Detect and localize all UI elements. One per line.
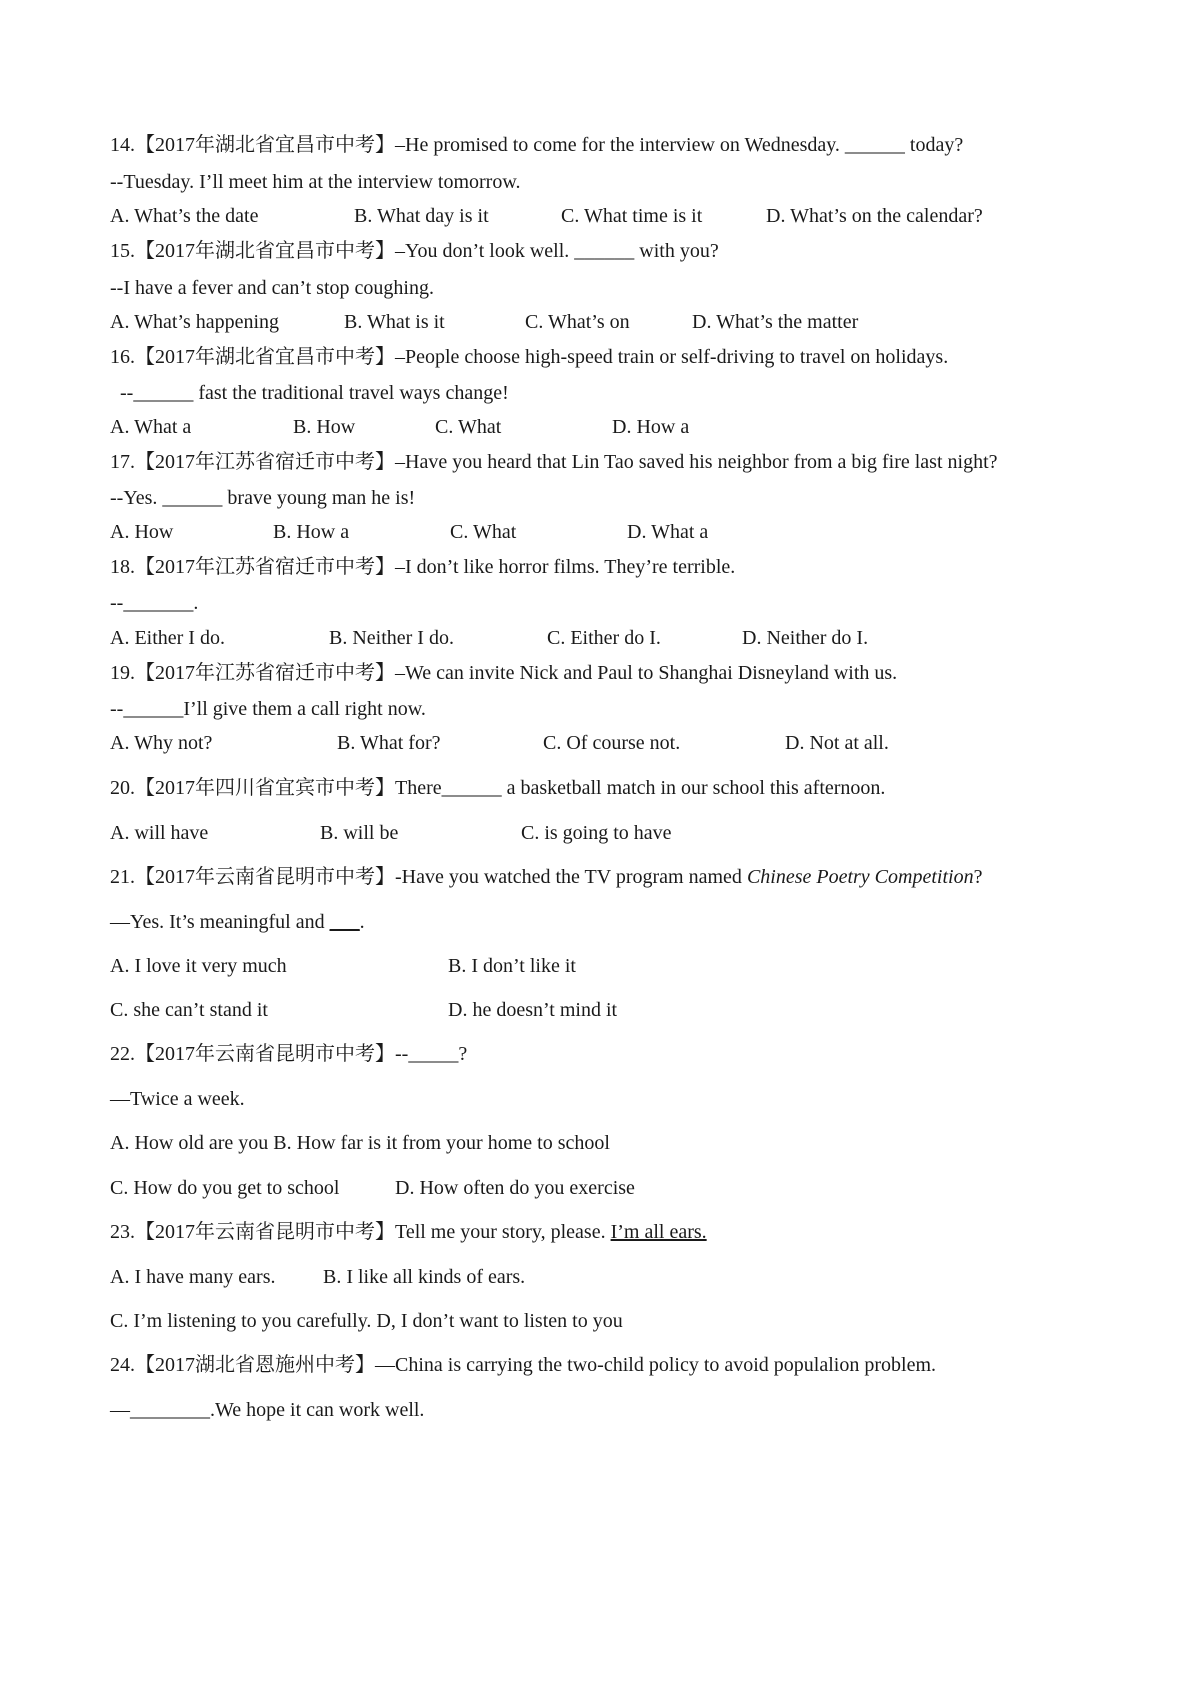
option-c: C. is going to have	[521, 822, 672, 844]
question-15: 15.【2017年湖北省宜昌市中考】–You don’t look well. ______ with you?	[110, 240, 719, 262]
question-20: 20.【2017年四川省宜宾市中考】There______ a basketball match in our school this afternoon.	[110, 777, 886, 799]
program-title: Chinese Poetry Competition	[746, 866, 974, 888]
reply-22: —Twice a week.	[110, 1088, 245, 1110]
question-24: 24.【2017湖北省恩施州中考】—China is carrying the two-child policy to avoid populalion problem.	[110, 1354, 937, 1376]
option-a: A. What’s happening	[110, 311, 280, 333]
question-16: 16.【2017年湖北省宜昌市中考】–People choose high-speed train or self-driving to travel on holidays.	[110, 346, 949, 368]
options-22-row1: A. How old are you B. How far is it from your home to school	[110, 1132, 610, 1154]
options-22-row2	[110, 1176, 1110, 1200]
option-d: D. What’s the matter	[692, 311, 859, 333]
option-d: D. How often do you exercise	[395, 1177, 635, 1199]
option-b: B. How	[293, 416, 356, 438]
options-20	[110, 821, 1110, 845]
options-14	[110, 204, 1110, 228]
question-14: 14.【2017年湖北省宜昌市中考】–He promised to come for the interview on Wednesday. ______ today?	[110, 134, 964, 156]
question-17: 17.【2017年江苏省宿迁市中考】–Have you heard that Lin Tao saved his neighbor from a big fire last night?	[110, 451, 998, 473]
reply-21	[110, 910, 365, 934]
reply-16: --______ fast the traditional travel ways change!	[120, 382, 509, 404]
options-23-row1	[110, 1265, 1110, 1289]
option-a: A. Either I do.	[110, 627, 225, 649]
question-23	[110, 1220, 707, 1244]
question-19: 19.【2017年江苏省宿迁市中考】–We can invite Nick and Paul to Shanghai Disneyland with us.	[110, 662, 898, 684]
option-a: A. How	[110, 521, 174, 543]
underlined-phrase: I’m all ears.	[610, 1221, 707, 1243]
option-c: C. How do you get to school	[110, 1177, 340, 1199]
option-a: A. will have	[110, 822, 209, 844]
option-d: D. How a	[612, 416, 690, 438]
options-18	[110, 626, 1110, 650]
option-a: A. What a	[110, 416, 192, 438]
option-c: C. What	[435, 416, 502, 438]
option-b: B. How a	[273, 521, 350, 543]
reply-21-end: .	[359, 911, 365, 933]
reply-14: --Tuesday. I’ll meet him at the interview tomorrow.	[110, 171, 521, 193]
option-b: B. What is it	[344, 311, 445, 333]
option-c: C. Either do I.	[547, 627, 661, 649]
reply-21-text: —Yes. It’s meaningful and	[110, 911, 330, 933]
reply-18: --_______.	[110, 592, 199, 614]
option-b: B. What for?	[337, 732, 441, 754]
option-d: D. What’s on the calendar?	[766, 205, 983, 227]
options-23-row2: C. I’m listening to you carefully. D, I don’t want to listen to you	[110, 1310, 623, 1332]
question-21-text: 21.【2017年云南省昆明市中考】-Have you watched the TV program named	[110, 866, 747, 888]
option-b: B. I like all kinds of ears.	[323, 1266, 526, 1288]
options-15	[110, 310, 1110, 334]
options-21-row1	[110, 954, 1110, 978]
question-21	[110, 865, 982, 889]
option-a: A. What’s the date	[110, 205, 259, 227]
option-c: C. she can’t stand it	[110, 999, 268, 1021]
options-17	[110, 520, 1110, 544]
option-c: C. Of course not.	[543, 732, 681, 754]
option-a: A. I have many ears.	[110, 1266, 276, 1288]
options-21-row2	[110, 998, 1110, 1022]
question-21-end: ?	[973, 866, 983, 888]
reply-19: --______I’ll give them a call right now.	[110, 698, 426, 720]
reply-24: —________.We hope it can work well.	[110, 1399, 425, 1421]
option-c: C. What’s on	[525, 311, 630, 333]
question-23-text: 23.【2017年云南省昆明市中考】Tell me your story, please.	[110, 1221, 611, 1243]
option-b: B. I don’t like it	[448, 955, 576, 977]
question-18: 18.【2017年江苏省宿迁市中考】–I don’t like horror films. They’re terrible.	[110, 556, 736, 578]
reply-17: --Yes. ______ brave young man he is!	[110, 487, 416, 509]
option-c: C. What time is it	[561, 205, 703, 227]
options-16	[110, 415, 1110, 439]
option-a: A. I love it very much	[110, 955, 287, 977]
reply-15: --I have a fever and can’t stop coughing.	[110, 277, 434, 299]
option-d: D. What a	[627, 521, 709, 543]
option-a: A. Why not?	[110, 732, 213, 754]
option-d: D. Not at all.	[785, 732, 889, 754]
option-c: C. What	[450, 521, 517, 543]
option-b: B. What day is it	[354, 205, 489, 227]
answer-blank: ___	[329, 911, 360, 933]
options-19	[110, 731, 1110, 755]
option-b: B. Neither I do.	[329, 627, 454, 649]
option-d: D. he doesn’t mind it	[448, 999, 618, 1021]
question-22: 22.【2017年云南省昆明市中考】--_____?	[110, 1043, 468, 1065]
option-b: B. will be	[320, 822, 399, 844]
option-d: D. Neither do I.	[742, 627, 869, 649]
